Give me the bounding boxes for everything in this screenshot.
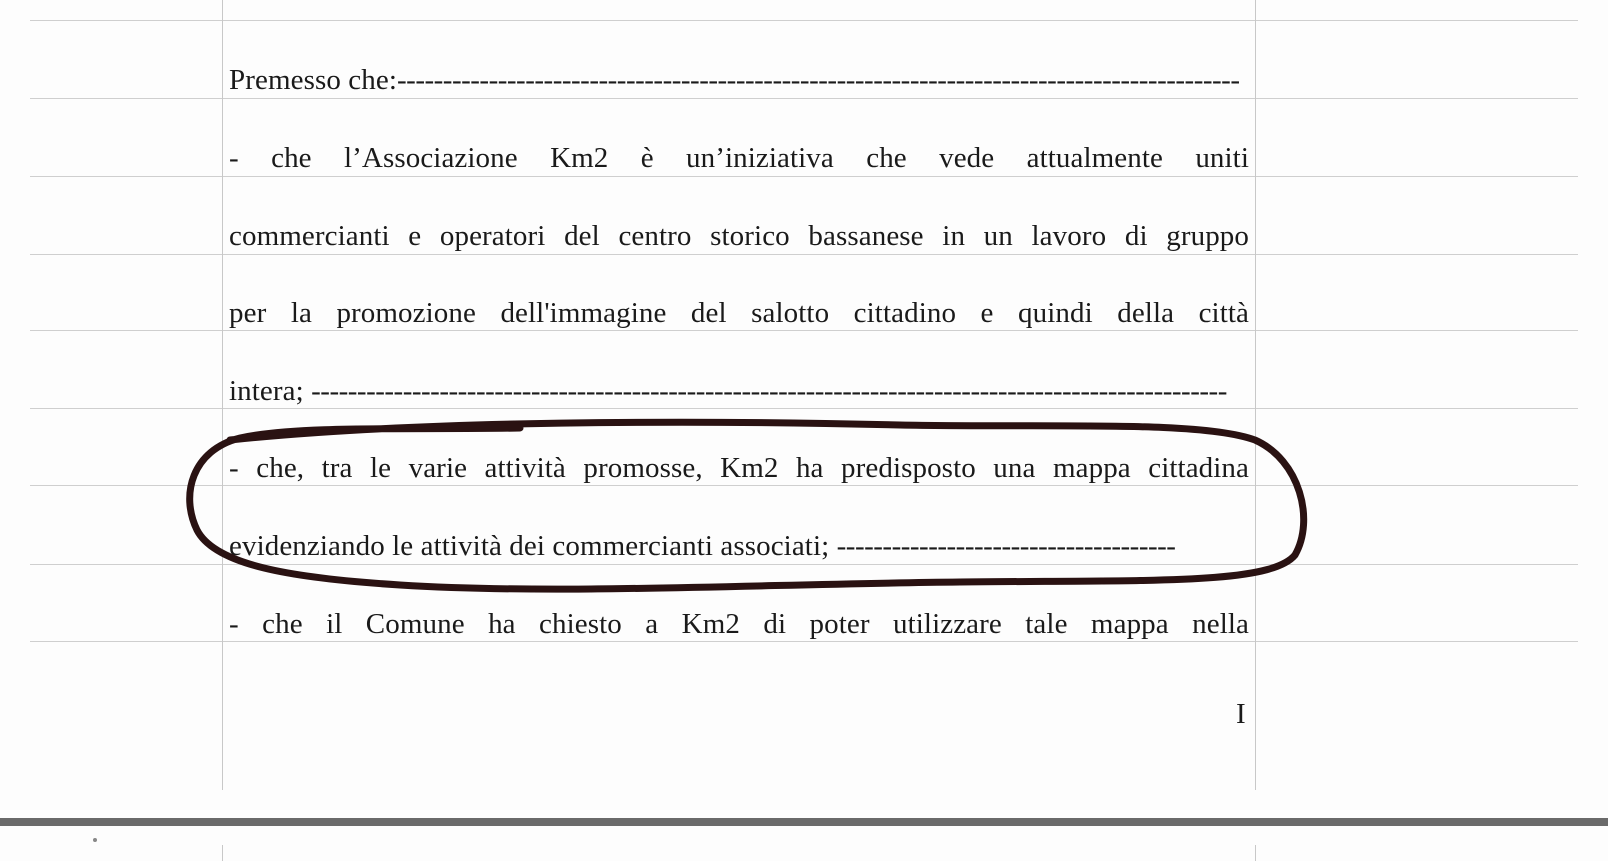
- line-text: commercianti e operatori del centro storico bassanese in un lavoro di gruppo: [229, 220, 1249, 252]
- line-text: - che, tra le varie attività promosse, Km2 ha predisposto una mappa cittadina: [229, 452, 1249, 484]
- text-line-1: [229, 63, 1249, 97]
- line-dashes: ----------------------------------------------------------------------------------------------------: [311, 375, 1227, 407]
- right-margin-line-lower: [1255, 845, 1256, 861]
- ruled-line: [30, 98, 1578, 99]
- left-margin-line-lower: [222, 845, 223, 861]
- text-line-2: [229, 141, 1249, 175]
- text-line-8: [229, 607, 1249, 641]
- left-margin-line: [222, 0, 223, 790]
- line-dashes: -------------------------------------: [836, 530, 1176, 562]
- ruled-line: [30, 20, 1578, 21]
- line-text: per la promozione dell'immagine del salotto cittadino e quindi della città: [229, 297, 1249, 329]
- ruled-line: [30, 485, 1578, 486]
- text-line-7: [229, 529, 1247, 563]
- line-text: evidenziando le attività dei commercianti associati;: [229, 530, 837, 562]
- ruled-line: [30, 408, 1578, 409]
- page-separator-bar: [0, 818, 1608, 826]
- line-text: Premesso che:: [229, 64, 398, 96]
- speck: [93, 838, 97, 842]
- text-line-5: [229, 374, 1239, 408]
- text-line-4: [229, 296, 1249, 330]
- page-number: I: [1236, 698, 1246, 730]
- line-text: - che l’Associazione Km2 è un’iniziativa che vede attualmente uniti: [229, 142, 1249, 174]
- ruled-line: [30, 641, 1578, 642]
- text-line-3: [229, 219, 1249, 253]
- line-text: - che il Comune ha chiesto a Km2 di poter utilizzare tale mappa nella: [229, 608, 1249, 640]
- text-line-6: [229, 451, 1249, 485]
- line-dashes: --------------------------------------------------------------------------------------------: [397, 64, 1240, 96]
- ruled-line: [30, 176, 1578, 177]
- ruled-line: [30, 330, 1578, 331]
- ruled-line: [30, 254, 1578, 255]
- line-text: intera;: [229, 375, 312, 407]
- right-margin-line: [1255, 0, 1256, 790]
- ruled-line: [30, 564, 1578, 565]
